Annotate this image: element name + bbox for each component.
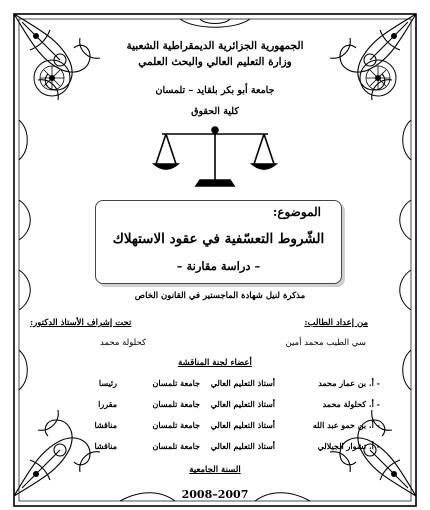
committee-member-row xyxy=(42,378,380,392)
rosette-ornament-right xyxy=(360,60,396,96)
comparative-study-subtitle: – دراسة مقارنة – xyxy=(176,259,261,273)
scales-of-justice-icon xyxy=(150,124,280,188)
committee-member-row xyxy=(42,441,380,455)
rosette-ornament-left xyxy=(34,60,70,96)
member-name: - أ. تشوار الجيلالي xyxy=(317,441,380,451)
member-role: مقررا xyxy=(98,399,117,409)
corner-ornament-top-left xyxy=(14,14,100,100)
supervisor-name: كحلولة محمد xyxy=(100,338,147,348)
student-label: من إعداد الطالب: xyxy=(304,318,368,328)
top-center-flourish xyxy=(180,19,250,27)
title-box xyxy=(95,200,342,284)
member-role: رئيسا xyxy=(98,378,117,388)
member-rank: أستاذ التعليم العالي xyxy=(210,420,275,430)
member-rank: أستاذ التعليم العالي xyxy=(210,378,275,388)
republic-heading: الجمهورية الجزائرية الديمقراطية الشعبية xyxy=(126,40,304,52)
academic-year: 2008–2007 xyxy=(181,488,249,501)
academic-year-label: السنة الجامعية xyxy=(189,465,241,475)
member-rank: أستاذ التعليم العالي xyxy=(210,441,275,451)
member-university: جامعة تلمسان xyxy=(152,378,200,388)
member-university: جامعة تلمسان xyxy=(152,399,200,409)
thesis-title: الشّروط التعسّفية في عقود الاستهلاك xyxy=(112,231,325,247)
ministry-heading: وزارة التعليم العالي والبحث العلمي xyxy=(138,56,292,68)
member-university: جامعة تلمسان xyxy=(152,420,200,430)
faculty-heading: كلية الحقوق xyxy=(191,106,239,117)
member-name: - أ. بن حمو عبد الله xyxy=(312,420,380,430)
member-name: - أ. كحلولة محمد xyxy=(322,399,380,409)
committee-member-row xyxy=(42,420,380,434)
member-name: - أ. بن عمار محمد xyxy=(318,378,380,388)
topic-label: الموضوع: xyxy=(272,205,321,219)
member-university: جامعة تلمسان xyxy=(152,441,200,451)
degree-statement: مذكرة لنيل شهادة الماجستير في القانون الخاص xyxy=(134,291,306,301)
university-heading: جامعة أبو بكر بلقايد – تلمسان xyxy=(155,85,275,96)
committee-title: أعضاء لجنة المناقشة xyxy=(178,358,252,368)
member-role: مناقشا xyxy=(94,441,117,451)
supervisor-label: تحت إشراف الأستاذ الدكتور: xyxy=(30,318,132,328)
student-name: سي الطيب محمد أمين xyxy=(285,338,366,348)
committee-member-row xyxy=(42,399,380,413)
member-role: مناقشا xyxy=(94,420,117,430)
member-rank: أستاذ التعليم العالي xyxy=(210,399,275,409)
